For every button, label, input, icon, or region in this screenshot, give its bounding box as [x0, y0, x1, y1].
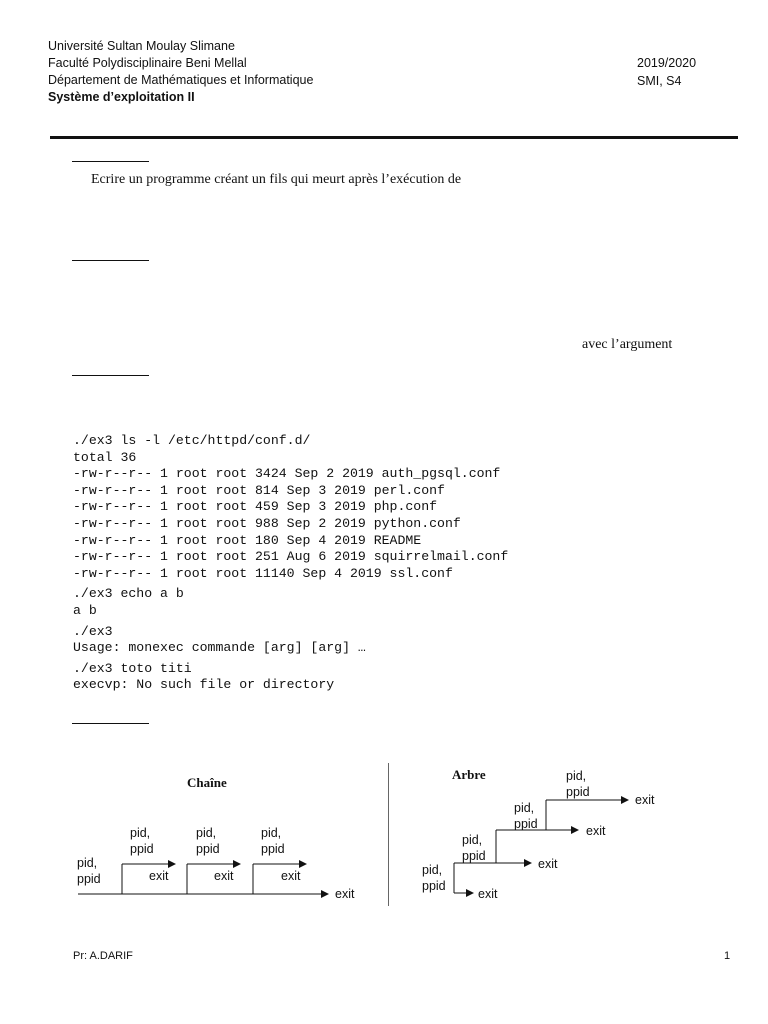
tree-exit-label: exit: [635, 793, 655, 807]
exercise-1-text: Ecrire un programme créant un fils qui meurt après l’exécution de: [91, 172, 462, 187]
page-number: 1: [724, 950, 731, 962]
chain-exit-label: exit: [214, 869, 234, 883]
terminal-line: ./ex3 toto titi: [73, 660, 192, 676]
terminal-line: -rw-r--r-- 1 root root 988 Sep 2 2019 python.conf: [73, 515, 461, 531]
terminal-line: ./ex3: [73, 623, 113, 639]
terminal-line: a b: [73, 602, 97, 618]
tree-exit-label: exit: [478, 887, 498, 901]
terminal-line: execvp: No such file or directory: [73, 677, 335, 693]
diagram-divider: [388, 763, 389, 906]
terminal-line: -rw-r--r-- 1 root root 251 Aug 6 2019 squirrelmail.conf: [73, 549, 509, 565]
tree-exit-label: exit: [538, 857, 558, 871]
terminal-line: -rw-r--r-- 1 root root 814 Sep 3 2019 perl.conf: [73, 482, 445, 498]
tree-pid-label: pid, ppid: [462, 833, 486, 863]
terminal-line: -rw-r--r-- 1 root root 11140 Sep 4 2019 ssl.conf: [73, 565, 453, 581]
department-name: Département de Mathématiques et Informatique: [48, 73, 314, 87]
tree-pid-label: pid, ppid: [422, 863, 446, 893]
terminal-line: -rw-r--r-- 1 root root 459 Sep 3 2019 php.conf: [73, 499, 438, 515]
footer-author: Pr: A.DARIF: [73, 950, 133, 962]
chain-exit-label: exit: [335, 887, 355, 901]
chain-title: Chaîne: [187, 775, 227, 790]
terminal-line: -rw-r--r-- 1 root root 3424 Sep 2 2019 auth_pgsql.conf: [73, 466, 501, 482]
chain-exit-label: exit: [281, 869, 301, 883]
terminal-line: ./ex3 ls -l /etc/httpd/conf.d/: [73, 433, 311, 448]
tree-title: Arbre: [452, 767, 486, 782]
terminal-line: ./ex3 echo a b: [73, 586, 184, 602]
tree-exit-label: exit: [586, 824, 606, 838]
class-label: SMI, S4: [637, 74, 682, 88]
chain-pid-label: pid, ppid: [196, 826, 220, 856]
tree-pid-label: pid, ppid: [514, 801, 538, 831]
academic-year: 2019/2020: [637, 56, 697, 70]
faculty-name: Faculté Polydisciplinaire Beni Mellal: [48, 56, 247, 70]
chain-pid-label: pid, ppid: [261, 826, 285, 856]
terminal-line: Usage: monexec commande [arg] [arg] …: [73, 640, 366, 656]
chain-pid-label: pid, ppid: [130, 826, 154, 856]
chain-pid-label: pid, ppid: [77, 856, 101, 886]
chain-exit-label: exit: [149, 869, 169, 883]
course-title: Système d’exploitation II: [48, 90, 195, 104]
terminal-line: total 36: [73, 449, 137, 465]
terminal-line: -rw-r--r-- 1 root root 180 Sep 4 2019 README: [73, 532, 422, 548]
university-name: Université Sultan Moulay Slimane: [48, 39, 235, 53]
tree-pid-label: pid, ppid: [566, 769, 590, 799]
exercise-2-text: avec l’argument: [582, 337, 673, 352]
